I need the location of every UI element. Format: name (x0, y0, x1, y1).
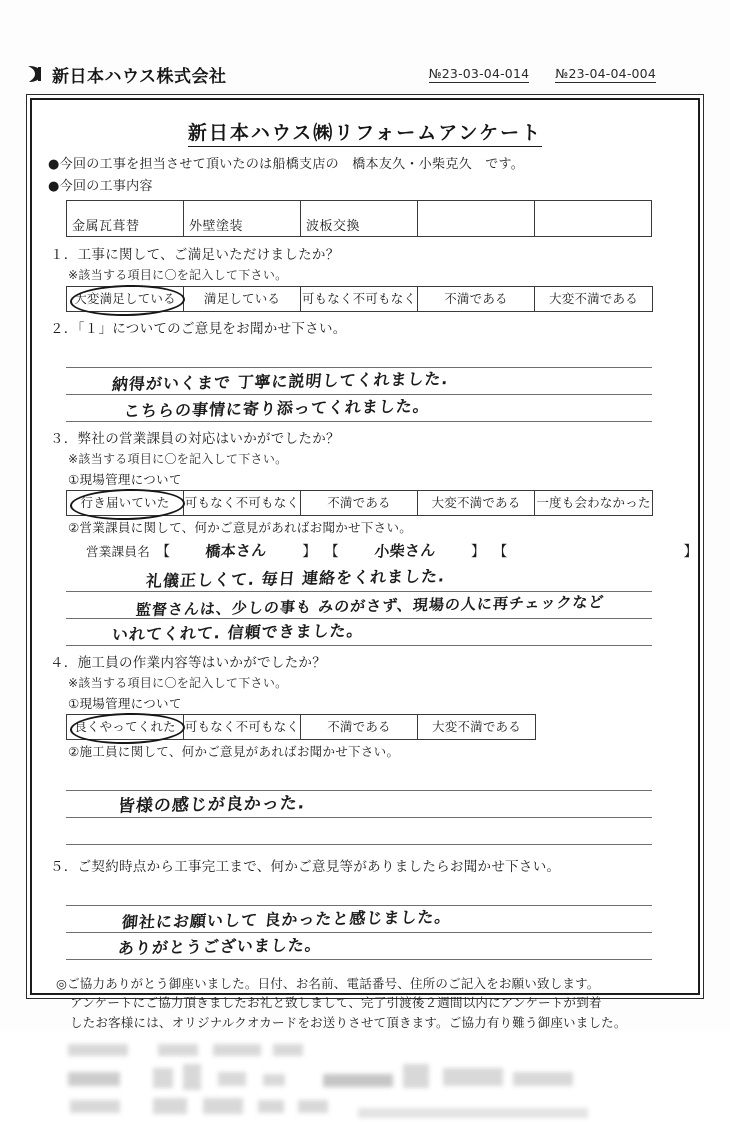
question-4-text: ４．施工員の作業内容等はいかがでしたか？ (50, 655, 326, 671)
question-4-note: ※該当する項目に〇を記入して下さい。 (68, 676, 288, 690)
reference-number-2: №23-04-04-004 (555, 65, 656, 81)
q5-handwriting-line-2: ありがとうございました。 (117, 935, 323, 958)
work-content-label: ●今回の工事内容 (48, 178, 153, 194)
bracket-close: 】 (470, 543, 486, 560)
question-3-subheading-2: ②営業課員に関して、何かご意見があればお聞かせ下さい。 (68, 520, 413, 535)
redacted-personal-information (58, 1042, 658, 1122)
q3-option-3[interactable]: 不満である (301, 491, 418, 515)
q3-handwriting-line-3: いれてくれて. 信頼できました。 (111, 620, 365, 645)
question-3-answer (66, 565, 652, 646)
question-5-text: ５．ご契約時点から工事完工まで、何かご意見等がありましたらお聞かせ下さい。 (50, 859, 561, 875)
footer-line-3: したお客様には、オリジナルクオカードをお送りさせて頂きます。ご協力有り難う御座いました。 (70, 1014, 627, 1030)
q1-option-3[interactable]: 可もなく不可もなく (301, 287, 418, 311)
question-2-text: ２．「１」についてのご意見をお聞かせ下さい。 (50, 321, 347, 337)
q4-handwriting-line-1: 皆様の感じが良かった. (116, 793, 307, 817)
write-line (66, 791, 652, 818)
question-1-text: １．工事に関して、ご満足いただけましたか？ (50, 247, 340, 263)
sales-staff-name-3 (508, 548, 684, 553)
sales-staff-name-2: 小柴さん (373, 541, 437, 561)
q3-option-5[interactable]: 一度も会わなかった (536, 495, 651, 510)
sales-staff-name-1: 橋本さん (205, 541, 268, 561)
work-content-cell-4 (418, 201, 535, 237)
table-row (67, 201, 652, 237)
bracket-open: 【 (493, 543, 508, 560)
q1-option-1[interactable]: 大変満足している (67, 287, 184, 311)
question-1-note: ※該当する項目に〇を記入して下さい。 (68, 268, 288, 282)
page-title (48, 118, 682, 145)
work-content-cell-2: 外壁塗装 (184, 201, 301, 237)
work-content-cell-5 (535, 201, 652, 237)
question-4-options (66, 714, 536, 740)
page-title-text: 新日本ハウス㈱リフォームアンケート (188, 122, 542, 147)
question-3-text: ３．弊社の営業課員の対応はいかがでしたか？ (50, 431, 340, 447)
q3-option-1[interactable]: 行き届いていた (67, 491, 184, 515)
q1-option-2[interactable]: 満足している (184, 287, 301, 311)
q4-option-4[interactable]: 大変不満である (432, 719, 521, 734)
work-content-table (66, 200, 652, 237)
write-line (66, 818, 652, 845)
sales-staff-field-2[interactable] (325, 540, 486, 561)
q2-handwriting-line-2: こちらの事情に寄り添ってくれました。 (123, 396, 431, 421)
q3-handwriting-line-2: 監督さんは、少しの事も みのがさず、現場の人に再チェックなど (135, 592, 606, 620)
work-content-cell-1: 金属瓦葺替 (67, 201, 184, 237)
reference-number-1: №23-03-04-014 (428, 65, 530, 81)
question-4-answer (66, 764, 652, 845)
work-content-cell-3: 波板交換 (301, 201, 418, 237)
bracket-open: 【 (324, 543, 339, 560)
q3-handwriting-line-1: 礼儀正しくて. 毎日 連絡をくれました. (145, 566, 447, 591)
intro-line: ●今回の工事を担当させて頂いたのは船橋支店の 橋本友久・小柴克久 です。 (48, 157, 525, 172)
question-3-subheading-1: ①現場管理について (68, 472, 182, 487)
company-logo-mark-icon (24, 63, 46, 85)
question-5-answer (66, 879, 652, 960)
footer-line-1: ◎ご協力ありがとう御座いました。日付、お名前、電話番号、住所のご記入をお願い致します。 (56, 976, 600, 991)
q3-option-4[interactable]: 大変不満である (418, 491, 535, 515)
survey-frame (26, 94, 704, 1030)
write-line (66, 933, 652, 960)
q2-handwriting-line-1: 納得がいくまで 丁寧に説明してくれました. (111, 369, 450, 394)
q5-handwriting-line-1: 御社にお願いして 良かったと感じました。 (121, 907, 453, 932)
reference-numbers (429, 66, 706, 83)
company-name: 新日本ハウス株式会社 (52, 66, 227, 87)
q4-option-3[interactable]: 不満である (301, 715, 418, 739)
write-line (66, 592, 652, 619)
footer-note (56, 974, 682, 1032)
write-line (66, 879, 652, 906)
question-4-subheading-2: ②施工員に関して、何かご意見があればお聞かせ下さい。 (68, 744, 400, 759)
sales-staff-name-row (86, 540, 698, 561)
sales-staff-field-1[interactable] (156, 540, 317, 561)
write-line (66, 906, 652, 933)
sales-staff-field-3[interactable] (493, 541, 698, 561)
q4-option-2[interactable]: 可もなく不可もなく (184, 715, 301, 739)
q1-option-5[interactable]: 大変不満である (549, 291, 638, 306)
question-3-options (66, 490, 653, 516)
q4-option-1[interactable]: 良くやってくれた (67, 715, 184, 739)
write-line (66, 341, 652, 368)
write-line (66, 395, 652, 422)
bracket-close: 】 (683, 543, 698, 560)
write-line (66, 368, 652, 395)
sales-staff-name-label: 営業課員名 (86, 543, 151, 559)
write-line (66, 619, 652, 646)
question-4-subheading-1: ①現場管理について (68, 696, 182, 711)
bracket-open: 【 (156, 543, 171, 560)
bracket-close: 】 (302, 543, 317, 560)
q3-option-2[interactable]: 可もなく不可もなく (184, 491, 301, 515)
write-line (66, 764, 652, 791)
company-logo (24, 62, 227, 87)
document-header (24, 58, 706, 90)
question-2-answer (66, 341, 652, 422)
question-1-options (66, 286, 653, 312)
q1-option-4[interactable]: 不満である (418, 287, 535, 311)
footer-line-2: アンケートにご協力頂きましたお礼と致しまして、完了引渡後２週間以内にアンケートが到着 (70, 995, 602, 1011)
question-3-note: ※該当する項目に〇を記入して下さい。 (68, 452, 288, 466)
write-line (66, 565, 652, 592)
